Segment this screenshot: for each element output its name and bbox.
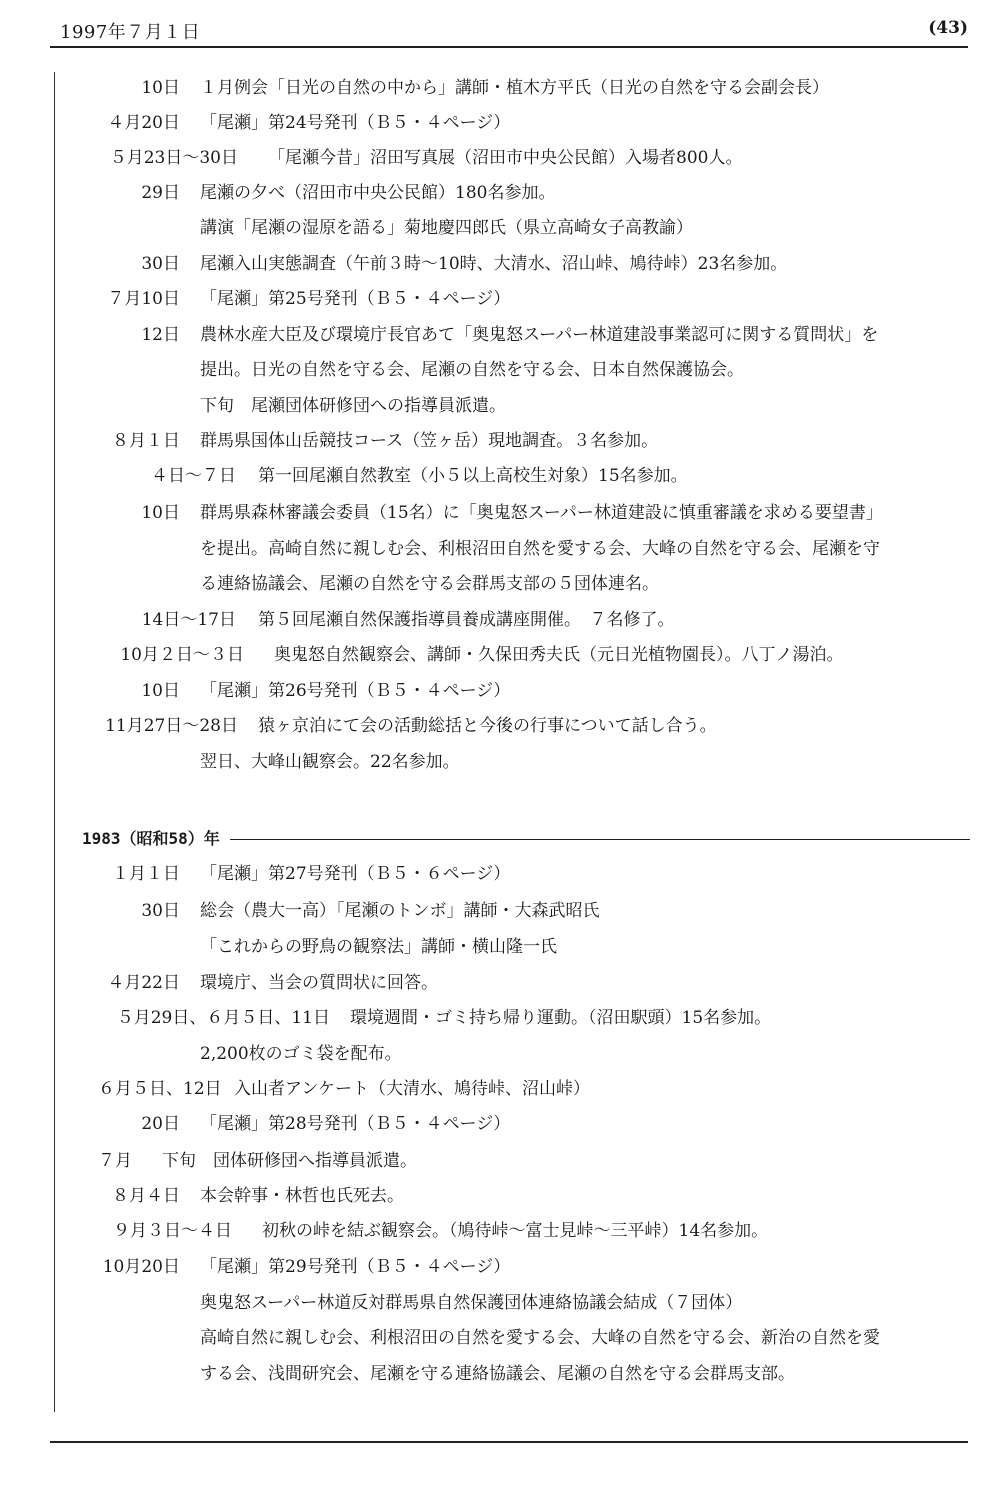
- entry-text: 「尾瀬」第24号発刊（Ｂ５・４ページ）: [200, 113, 511, 133]
- entry-date: ８月４日: [112, 1186, 180, 1206]
- entry-text: 群馬県森林審議会委員（15名）に「奥鬼怒スーパー林道建設に慎重審議を求める要望書」: [200, 503, 883, 523]
- chronology-entry: [0, 710, 990, 742]
- entry-date: 30日: [141, 254, 180, 274]
- entry-date: 20日: [141, 1114, 180, 1134]
- chronology-entry: [0, 177, 990, 209]
- entry-date: ８月１日: [112, 431, 180, 451]
- entry-date: １月１日: [112, 864, 180, 884]
- entry-date: ７月: [98, 1151, 132, 1171]
- entry-text: 尾瀬の夕べ（沼田市中央公民館）180名参加。: [200, 183, 556, 203]
- chronology-entry: [0, 675, 990, 707]
- entry-text: 講演「尾瀬の湿原を語る」菊地慶四郎氏（県立高崎女子高教諭）: [200, 218, 693, 238]
- entry-text: 「尾瀬今昔」沼田写真展（沼田市中央公民館）入場者800人。: [268, 148, 743, 168]
- chronology-entry: [0, 283, 990, 315]
- entry-date: 14日～17日: [141, 610, 236, 630]
- chronology-entry: [0, 354, 990, 386]
- entry-date: 29日: [141, 183, 180, 203]
- chronology-entry: [0, 1180, 990, 1212]
- entry-text: 「これからの野鳥の観察法」講師・横山隆一氏: [200, 937, 557, 957]
- chronology-entry: [0, 1322, 990, 1354]
- entry-date: 30日: [141, 901, 180, 921]
- chronology-entry: [0, 248, 990, 280]
- section-heading-text: 1983（昭和58）年: [82, 829, 220, 848]
- entry-date: ４月20日: [107, 113, 180, 133]
- entry-text: １月例会「日光の自然の中から」講師・植木方平氏（日光の自然を守る会副会長）: [200, 78, 829, 98]
- entry-text: 環境庁、当会の質問状に回答。: [200, 973, 438, 993]
- entry-text: 総会（農大一高）「尾瀬のトンボ」講師・大森武昭氏: [200, 901, 600, 921]
- entry-text: 提出。日光の自然を守る会、尾瀬の自然を守る会、日本自然保護協会。: [200, 360, 744, 380]
- entry-date: ７月10日: [107, 289, 180, 309]
- entry-text: する会、浅間研究会、尾瀬を守る連絡協議会、尾瀬の自然を守る会群馬支部。: [200, 1364, 795, 1384]
- entry-date: ６月５日、12日: [98, 1079, 222, 1099]
- entry-date: 10日: [141, 503, 180, 523]
- entry-text: 「尾瀬」第29号発刊（Ｂ５・４ページ）: [200, 1257, 511, 1277]
- chronology-entry: [0, 1108, 990, 1140]
- chronology-entry: [0, 604, 990, 636]
- entry-date: ５月23日～30日: [109, 148, 238, 168]
- chronology-entry: [0, 895, 990, 927]
- chronology-entry: [0, 107, 990, 139]
- chronology-entry: [0, 390, 990, 422]
- chronology-entry: [0, 1287, 990, 1319]
- entry-date: 10日: [141, 681, 180, 701]
- entry-date: 10月20日: [102, 1257, 180, 1277]
- entry-text: 2,200枚のゴミ袋を配布。: [200, 1044, 402, 1064]
- entry-date: ４日～７日: [151, 466, 236, 486]
- chronology-entry: [0, 425, 990, 457]
- page-header-date: 1997年７月１日: [60, 22, 201, 43]
- chronology-entry: [0, 497, 990, 529]
- entry-date: ５月29日、６月５日、11日: [116, 1008, 330, 1028]
- chronology-entry: [0, 1002, 990, 1034]
- entry-date: 12日: [141, 325, 180, 345]
- entry-date: ９月３日～４日: [113, 1221, 232, 1241]
- entry-text: 第５回尾瀬自然保護指導員養成講座開催。 ７名修了。: [258, 610, 675, 630]
- section-heading-rule: [230, 839, 970, 840]
- chronology-entry: [0, 1215, 990, 1247]
- chronology-entry: [0, 568, 990, 600]
- entry-date: 10日: [141, 78, 180, 98]
- chronology-entry: [0, 1358, 990, 1390]
- entry-text: 奥鬼怒自然観察会、講師・久保田秀夫氏（元日光植物園長）。八丁ノ湯泊。: [274, 645, 844, 665]
- entry-text: 下旬 尾瀬団体研修団への指導員派遣。: [200, 396, 506, 416]
- entry-text: 奥鬼怒スーパー林道反対群馬県自然保護団体連絡協議会結成（７団体）: [200, 1293, 743, 1313]
- header-rule: [50, 46, 968, 48]
- entry-text: を提出。高崎自然に親しむ会、利根沼田自然を愛する会、大峰の自然を守る会、尾瀬を守: [200, 539, 880, 559]
- chronology-entry: [0, 1038, 990, 1070]
- chronology-entry: [0, 460, 990, 492]
- entry-text: る連絡協議会、尾瀬の自然を守る会群馬支部の５団体連名。: [200, 574, 659, 594]
- chronology-entry: [0, 1251, 990, 1283]
- page-number: (43): [928, 18, 968, 38]
- entry-text: 入山者アンケート（大清水、鳩待峠、沼山峠）: [234, 1079, 590, 1099]
- chronology-entry: [0, 931, 990, 963]
- entry-text: 初秋の峠を結ぶ観察会。（鳩待峠～富士見峠～三平峠）14名参加。: [262, 1221, 769, 1241]
- footer-rule: [50, 1441, 968, 1443]
- entry-text: 第一回尾瀬自然教室（小５以上高校生対象）15名参加。: [258, 466, 688, 486]
- section-heading-1983: [82, 823, 970, 855]
- chronology-entry: [0, 212, 990, 244]
- entry-text: 尾瀬入山実態調査（午前３時～10時、大清水、沼山峠、鳩待峠）23名参加。: [200, 254, 788, 274]
- entry-text: 高崎自然に親しむ会、利根沼田の自然を愛する会、大峰の自然を守る会、新治の自然を愛: [200, 1328, 880, 1348]
- entry-date: ４月22日: [107, 973, 180, 993]
- chronology-entry: [0, 1073, 990, 1105]
- chronology-entry: [0, 746, 990, 778]
- entry-text: 環境週間・ゴミ持ち帰り運動。（沼田駅頭）15名参加。: [350, 1008, 772, 1028]
- entry-text: 農林水産大臣及び環境庁長官あて「奥鬼怒スーパー林道建設事業認可に関する質問状」を: [200, 325, 879, 345]
- entry-date: 11月27日～28日: [105, 716, 238, 736]
- chronology-entry: [0, 639, 990, 671]
- chronology-entry: [0, 142, 990, 174]
- chronology-entry: [0, 967, 990, 999]
- chronology-entry: [0, 858, 990, 890]
- chronology-entry: [0, 533, 990, 565]
- entry-text: 「尾瀬」第26号発刊（Ｂ５・４ページ）: [200, 681, 511, 701]
- entry-text: 猿ヶ京泊にて会の活動総括と今後の行事について話し合う。: [258, 716, 717, 736]
- chronology-entry: [0, 72, 990, 104]
- entry-text: 群馬県国体山岳競技コース（笠ヶ岳）現地調査。３名参加。: [200, 431, 659, 451]
- chronology-entry: [0, 1145, 990, 1177]
- entry-text: 翌日、大峰山観察会。22名参加。: [200, 752, 460, 772]
- entry-text: 本会幹事・林哲也氏死去。: [200, 1186, 404, 1206]
- chronology-entry: [0, 319, 990, 351]
- entry-text: 下旬 団体研修団へ指導員派遣。: [162, 1151, 417, 1171]
- entry-text: 「尾瀬」第25号発刊（Ｂ５・４ページ）: [200, 289, 511, 309]
- entry-date: 10月２日～３日: [120, 645, 244, 665]
- entry-text: 「尾瀬」第27号発刊（Ｂ５・６ページ）: [200, 864, 511, 884]
- entry-text: 「尾瀬」第28号発刊（Ｂ５・４ページ）: [200, 1114, 511, 1134]
